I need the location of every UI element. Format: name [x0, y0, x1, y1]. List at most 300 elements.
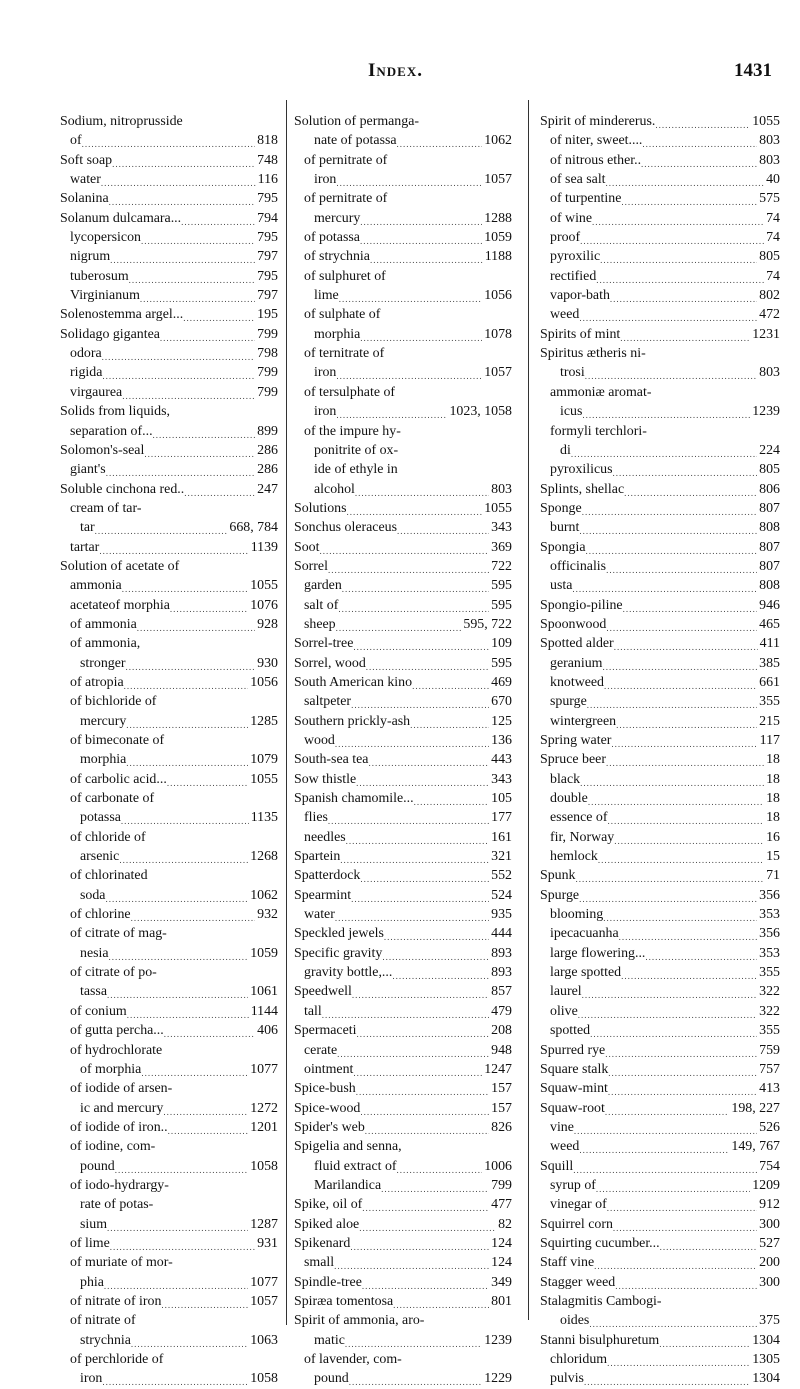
- entry-term: pound: [314, 1371, 349, 1387]
- entry-term: of bimeconate of: [70, 733, 165, 748]
- leader-dots: [596, 1176, 750, 1195]
- entry-term: Spike, oil of: [294, 1197, 363, 1213]
- entry-page-number: 477: [491, 1197, 512, 1213]
- entry-page-number: 754: [759, 1158, 780, 1174]
- entry-page-number: 195: [257, 307, 278, 323]
- leader-dots: [611, 731, 757, 750]
- leader-dots: [336, 170, 482, 189]
- index-entry: [294, 499, 512, 518]
- entry-term: tuberosum: [70, 268, 129, 284]
- entry-term: water: [70, 172, 101, 188]
- index-entry: [294, 1273, 512, 1292]
- entry-term: Spikenard: [294, 1235, 351, 1251]
- index-entry: [540, 1215, 780, 1234]
- entry-term: di: [560, 442, 571, 458]
- entry-term: separation of...: [70, 423, 153, 439]
- entry-term: of chlorine: [70, 907, 131, 923]
- entry-term: Solanina: [60, 191, 109, 207]
- entry-page-number: 1055: [250, 578, 278, 594]
- leader-dots: [353, 1060, 482, 1079]
- entry-page-number: 355: [759, 1023, 780, 1039]
- entry-page-number: 1062: [250, 887, 278, 903]
- entry-page-number: 411: [759, 636, 780, 652]
- entry-term: Spiritus ætheris ni-: [540, 346, 646, 362]
- entry-page-number: 343: [491, 520, 512, 536]
- index-entry: [294, 422, 512, 441]
- leader-dots: [168, 1118, 249, 1137]
- entry-page-number: 826: [491, 1119, 512, 1135]
- entry-page-number: 353: [759, 907, 780, 923]
- leader-dots: [82, 131, 256, 150]
- entry-page-number: 1055: [250, 771, 278, 787]
- entry-term: Spongia: [540, 539, 586, 555]
- entry-page-number: 82: [498, 1216, 512, 1232]
- leader-dots: [109, 189, 256, 208]
- entry-page-number: 16: [766, 829, 780, 845]
- leader-dots: [356, 1079, 489, 1098]
- entry-term: flies: [304, 810, 328, 826]
- index-entry: [540, 1273, 780, 1292]
- index-entry: [60, 286, 278, 305]
- index-entry: [60, 712, 278, 731]
- index-entry: [294, 557, 512, 576]
- page-title: Index.: [368, 60, 423, 81]
- entry-term: cerate: [304, 1042, 338, 1058]
- entry-page-number: 802: [759, 288, 780, 304]
- entry-term: large spotted: [550, 965, 622, 981]
- entry-term: of turpentine: [550, 191, 622, 207]
- leader-dots: [351, 886, 489, 905]
- entry-page-number: 1305: [752, 1352, 780, 1367]
- entry-term: of chlorinated: [70, 868, 148, 884]
- entry-page-number: 286: [257, 462, 278, 478]
- entry-term: Soluble cinchona red..: [60, 481, 185, 497]
- entry-page-number: 1139: [250, 539, 278, 555]
- entry-page-number: 1078: [484, 326, 512, 342]
- index-entry: [540, 480, 780, 499]
- index-entry: [294, 112, 512, 131]
- index-column-3: [540, 112, 780, 1389]
- index-entry: [294, 383, 512, 402]
- index-entry: [60, 1273, 278, 1292]
- entry-page-number: 1272: [250, 1100, 278, 1116]
- entry-page-number: 177: [491, 810, 512, 826]
- index-column-2: [294, 112, 512, 1389]
- entry-term: Spurge: [540, 887, 580, 903]
- leader-dots: [584, 1369, 750, 1388]
- leader-dots: [587, 692, 757, 711]
- index-entry: [60, 170, 278, 189]
- index-entry: [294, 963, 512, 982]
- entry-page-number: 795: [257, 230, 278, 246]
- leader-dots: [362, 1273, 489, 1292]
- entry-page-number: 1058: [250, 1371, 278, 1387]
- entry-page-number: 300: [759, 1274, 780, 1290]
- leader-dots: [110, 1234, 255, 1253]
- index-entry: [294, 634, 512, 653]
- entry-term: of carbolic acid...: [70, 771, 167, 787]
- leader-dots: [393, 1292, 489, 1311]
- leader-dots: [140, 286, 255, 305]
- leader-dots: [606, 750, 764, 769]
- entry-term: of nitrous ether..: [550, 152, 642, 168]
- entry-term: spurge: [550, 694, 587, 710]
- entry-page-number: 595: [491, 578, 512, 594]
- entry-page-number: 1061: [250, 984, 278, 1000]
- entry-page-number: 1055: [484, 500, 512, 516]
- entry-term: Squaw-mint: [540, 1081, 608, 1097]
- entry-term: of potassa: [304, 230, 360, 246]
- entry-term: of gutta percha...: [70, 1023, 164, 1039]
- entry-term: olive: [550, 1003, 578, 1019]
- entry-term: virgaurea: [70, 384, 123, 400]
- entry-term: Squill: [540, 1158, 574, 1174]
- index-entry: [294, 731, 512, 750]
- entry-term: ointment: [304, 1061, 354, 1077]
- index-entry: [294, 1369, 512, 1388]
- leader-dots: [588, 789, 764, 808]
- leader-dots: [121, 808, 249, 827]
- entry-page-number: 321: [491, 849, 512, 865]
- entry-page-number: 200: [759, 1255, 780, 1271]
- leader-dots: [608, 1079, 757, 1098]
- index-entry: [294, 692, 512, 711]
- leader-dots: [131, 905, 256, 924]
- entry-term: chloridum: [550, 1352, 608, 1367]
- entry-page-number: 661: [759, 674, 780, 690]
- index-entry: [540, 654, 780, 673]
- entry-term: geranium: [550, 655, 603, 671]
- leader-dots: [606, 615, 757, 634]
- leader-dots: [163, 1099, 248, 1118]
- index-entry: [60, 905, 278, 924]
- leader-dots: [586, 538, 758, 557]
- entry-page-number: 406: [257, 1023, 278, 1039]
- entry-term: Spurred rye: [540, 1042, 606, 1058]
- leader-dots: [596, 267, 764, 286]
- index-entry: [294, 1118, 512, 1137]
- entry-term: ide of ethyle in: [314, 462, 398, 478]
- entry-page-number: 1188: [484, 249, 512, 265]
- index-entry: [60, 770, 278, 789]
- leader-dots: [362, 1195, 489, 1214]
- entry-term: spotted: [550, 1023, 591, 1039]
- index-entry: [540, 1234, 780, 1253]
- entry-page-number: 413: [759, 1081, 780, 1097]
- leader-dots: [336, 615, 462, 634]
- index-entry: [294, 518, 512, 537]
- entry-term: syrup of: [550, 1177, 596, 1193]
- index-entry: [294, 460, 512, 479]
- entry-page-number: 595, 722: [463, 616, 512, 632]
- index-entry: [60, 1157, 278, 1176]
- index-entry: [294, 1099, 512, 1118]
- entry-term: Spice-bush: [294, 1081, 356, 1097]
- leader-dots: [356, 1021, 489, 1040]
- entry-page-number: 1076: [250, 597, 278, 613]
- index-entry: [294, 247, 512, 266]
- index-entry: [294, 1060, 512, 1079]
- entry-term: Spiked aloe: [294, 1216, 360, 1232]
- entry-term: of ammonia,: [70, 636, 141, 652]
- index-entry: [60, 267, 278, 286]
- entry-page-number: 798: [257, 346, 278, 362]
- index-entry: [60, 654, 278, 673]
- index-entry: [294, 750, 512, 769]
- entry-term: salt of: [304, 597, 339, 613]
- index-entry: [540, 576, 780, 595]
- index-entry: [294, 1157, 512, 1176]
- index-entry: [60, 383, 278, 402]
- index-entry: [294, 170, 512, 189]
- entry-term: Spigelia and senna,: [294, 1139, 402, 1155]
- entry-term: knotweed: [550, 674, 605, 690]
- index-entry: [540, 770, 780, 789]
- entry-term: Spring water: [540, 733, 612, 748]
- entry-page-number: 1135: [250, 810, 278, 826]
- leader-dots: [645, 944, 757, 963]
- entry-term: formyli terchlori-: [550, 423, 647, 439]
- index-entry: [540, 808, 780, 827]
- leader-dots: [412, 673, 489, 692]
- entry-page-number: 1062: [484, 133, 512, 149]
- index-entry: [60, 499, 278, 518]
- entry-page-number: 1231: [752, 326, 780, 342]
- entry-page-number: 1144: [250, 1003, 278, 1019]
- entry-page-number: 355: [759, 694, 780, 710]
- entry-page-number: 375: [759, 1313, 780, 1329]
- index-entry: [294, 1021, 512, 1040]
- index-entry: [540, 731, 780, 750]
- entry-page-number: 799: [257, 365, 278, 381]
- index-entry: [60, 1099, 278, 1118]
- entry-page-number: 1239: [752, 404, 780, 420]
- entry-term: Sorrel: [294, 558, 328, 574]
- entry-term: South-sea tea: [294, 752, 369, 768]
- entry-page-number: 224: [759, 442, 780, 458]
- index-entry: [294, 576, 512, 595]
- entry-page-number: 803: [759, 152, 780, 168]
- entry-term: Soft soap: [60, 152, 113, 168]
- entry-page-number: 930: [257, 655, 278, 671]
- entry-term: Spindle-tree: [294, 1274, 362, 1290]
- leader-dots: [621, 189, 757, 208]
- leader-dots: [184, 480, 255, 499]
- leader-dots: [607, 1195, 757, 1214]
- entry-term: of citrate of mag-: [70, 926, 167, 942]
- index-entry: [294, 847, 512, 866]
- index-entry: [540, 1292, 780, 1311]
- index-entry: [60, 944, 278, 963]
- entry-page-number: 799: [257, 384, 278, 400]
- entry-page-number: 803: [759, 133, 780, 149]
- leader-dots: [598, 847, 764, 866]
- entry-term: Spirit of ammonia, aro-: [294, 1313, 425, 1329]
- entry-term: proof: [550, 230, 581, 246]
- index-entry: [294, 228, 512, 247]
- entry-page-number: 899: [257, 423, 278, 439]
- entry-term: of bichloride of: [70, 694, 157, 710]
- entry-page-number: 353: [759, 945, 780, 961]
- index-entry: [294, 1079, 512, 1098]
- entry-term: Sorrel-tree: [294, 636, 354, 652]
- entry-page-number: 670: [491, 694, 512, 710]
- leader-dots: [356, 770, 489, 789]
- index-entry: [60, 189, 278, 208]
- entry-page-number: 1285: [250, 713, 278, 729]
- entry-term: of lime: [70, 1235, 110, 1251]
- entry-term: Sponge: [540, 500, 582, 516]
- entry-page-number: 385: [759, 655, 780, 671]
- leader-dots: [613, 460, 758, 479]
- leader-dots: [573, 1157, 757, 1176]
- index-entry: [60, 1002, 278, 1021]
- entry-page-number: 1077: [250, 1061, 278, 1077]
- index-entry: [540, 1137, 780, 1156]
- index-entry: [540, 1157, 780, 1176]
- leader-dots: [606, 170, 765, 189]
- leader-dots: [352, 982, 489, 1001]
- leader-dots: [337, 1041, 489, 1060]
- entry-term: iron: [314, 172, 337, 188]
- entry-term: arsenic: [80, 849, 120, 865]
- leader-dots: [610, 286, 757, 305]
- index-entry: [540, 363, 780, 382]
- entry-term: Solution of permanga-: [294, 114, 419, 129]
- index-entry: [60, 151, 278, 170]
- entry-term: soda: [80, 887, 106, 903]
- leader-dots: [107, 1215, 248, 1234]
- entry-page-number: 1063: [250, 1332, 278, 1348]
- index-entry: [294, 886, 512, 905]
- leader-dots: [619, 924, 758, 943]
- entry-term: mercury: [80, 713, 127, 729]
- entry-term: Stagger weed: [540, 1274, 616, 1290]
- index-entry: [540, 286, 780, 305]
- index-entry: [540, 1331, 780, 1350]
- index-entry: [294, 808, 512, 827]
- entry-page-number: 808: [759, 520, 780, 536]
- leader-dots: [410, 712, 489, 731]
- entry-term: Solanum dulcamara...: [60, 210, 182, 226]
- entry-term: trosi: [560, 365, 585, 381]
- entry-term: of: [70, 133, 82, 149]
- leader-dots: [604, 673, 757, 692]
- leader-dots: [641, 151, 757, 170]
- index-entry: [540, 247, 780, 266]
- entry-term: Specific gravity: [294, 945, 383, 961]
- entry-term: South American kino: [294, 674, 413, 690]
- entry-page-number: 208: [491, 1023, 512, 1039]
- entry-term: weed: [550, 1139, 580, 1155]
- index-entry: [60, 596, 278, 615]
- leader-dots: [600, 247, 757, 266]
- entry-term: laurel: [550, 984, 582, 1000]
- leader-dots: [360, 209, 482, 228]
- leader-dots: [613, 1215, 757, 1234]
- entry-term: wintergreen: [550, 713, 617, 729]
- index-entry: [294, 538, 512, 557]
- entry-term: of conium: [70, 1003, 127, 1019]
- leader-dots: [328, 557, 489, 576]
- entry-term: Solidago gigantea: [60, 326, 160, 342]
- leader-dots: [335, 905, 489, 924]
- entry-term: rectified: [550, 268, 597, 284]
- entry-page-number: 928: [257, 616, 278, 632]
- entry-page-number: 948: [491, 1042, 512, 1058]
- entry-term: Spotted alder: [540, 636, 614, 652]
- entry-term: gravity bottle,...: [304, 965, 393, 981]
- entry-term: Spruce beer: [540, 752, 606, 768]
- leader-dots: [590, 1021, 757, 1040]
- index-entry: [60, 615, 278, 634]
- entry-term: double: [550, 791, 588, 807]
- entry-term: garden: [304, 578, 342, 594]
- entry-page-number: 105: [491, 791, 512, 807]
- index-entry: [294, 1215, 512, 1234]
- index-entry: [294, 712, 512, 731]
- entry-term: stronger: [80, 655, 126, 671]
- index-entry: [294, 402, 512, 421]
- entry-page-number: 931: [257, 1235, 278, 1251]
- leader-dots: [602, 654, 757, 673]
- entry-term: nesia: [80, 945, 109, 961]
- leader-dots: [366, 654, 489, 673]
- entry-page-number: 1023, 1058: [449, 404, 512, 420]
- entry-page-number: 157: [491, 1081, 512, 1097]
- index-entry: [540, 325, 780, 344]
- index-entry: [540, 151, 780, 170]
- entry-page-number: 444: [491, 926, 512, 942]
- entry-term: vinegar of: [550, 1197, 607, 1213]
- entry-page-number: 797: [257, 249, 278, 265]
- entry-page-number: 136: [491, 733, 512, 748]
- leader-dots: [350, 1234, 489, 1253]
- entry-page-number: 1079: [250, 752, 278, 768]
- index-entry: [60, 982, 278, 1001]
- index-entry: [60, 402, 278, 421]
- index-entry: [60, 1041, 278, 1060]
- leader-dots: [360, 1099, 489, 1118]
- index-entry: [294, 344, 512, 363]
- entry-term: Solids from liquids,: [60, 404, 170, 420]
- entry-term: pulvis: [550, 1371, 584, 1387]
- entry-page-number: 801: [491, 1293, 512, 1309]
- leader-dots: [110, 247, 255, 266]
- entry-term: Spanish chamomile...: [294, 791, 414, 807]
- entry-page-number: 40: [766, 172, 780, 188]
- index-entry: [60, 422, 278, 441]
- entry-term: Spartein: [294, 849, 341, 865]
- entry-page-number: 1006: [484, 1158, 512, 1174]
- index-entry: [294, 1002, 512, 1021]
- leader-dots: [574, 1118, 757, 1137]
- leader-dots: [585, 363, 757, 382]
- leader-dots: [340, 847, 489, 866]
- entry-term: rate of potas-: [80, 1197, 154, 1213]
- index-entry: [60, 228, 278, 247]
- leader-dots: [580, 770, 764, 789]
- entry-term: rigida: [70, 365, 103, 381]
- leader-dots: [328, 808, 489, 827]
- entry-page-number: 1229: [484, 1371, 512, 1387]
- index-entry: [540, 460, 780, 479]
- entry-page-number: 795: [257, 191, 278, 207]
- entry-term: Spermaceti: [294, 1023, 357, 1039]
- leader-dots: [129, 267, 256, 286]
- entry-page-number: 1077: [250, 1274, 278, 1290]
- entry-page-number: 805: [759, 462, 780, 478]
